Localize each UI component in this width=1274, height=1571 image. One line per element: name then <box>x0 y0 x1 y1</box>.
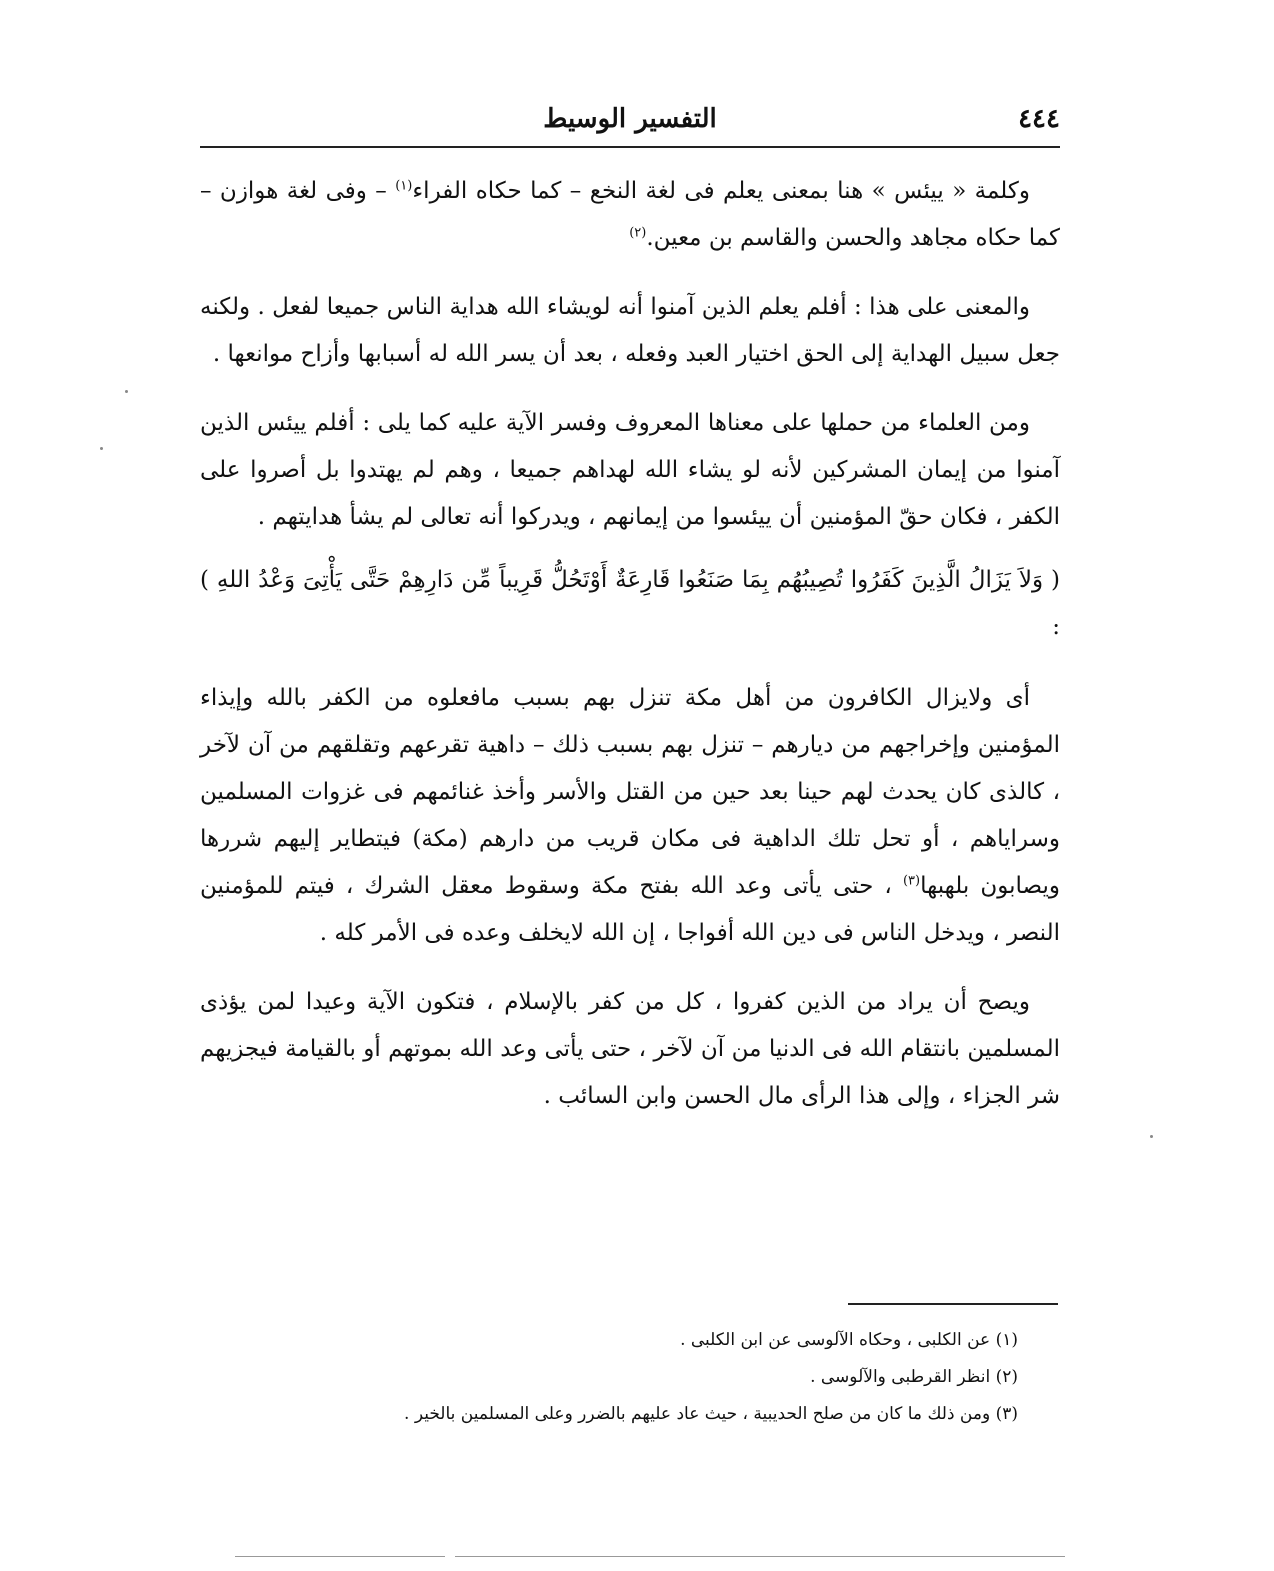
footnote-ref-3: (٣) <box>902 873 921 889</box>
scan-line-bottom-right <box>455 1556 1065 1557</box>
paragraph-1-text-cont: – وفى لغة هوازن – كما حكاه مجاهد والحسن والقاسم بن معين. <box>200 178 1060 251</box>
footnote-divider <box>848 1303 1058 1305</box>
paragraph-3: ومن العلماء من حملها على معناها المعروف وفسر الآية عليه كما يلى : أفلم ييئس الذين آمنوا من إيمان المشركين لأنه لو يشاء الله لهداهم جميعا ، وهم لم يهتدوا بل أصروا على الكفر ، فكان حقّ المؤمنين أن ييئسوا من إيمانهم ، ويدركوا أنه تعالى لم يشأ هدايتهم . <box>200 410 1060 530</box>
page-header <box>200 100 1060 148</box>
footnote-ref-1: (١) <box>395 178 413 194</box>
paragraph-1 <box>200 168 1060 262</box>
footnote-1: (١) عن الكلبى ، وحكاه الآلوسى عن ابن الكلبى . <box>680 1330 1018 1350</box>
scan-line-bottom-left <box>235 1556 445 1557</box>
paragraph-2: والمعنى على هذا : أفلم يعلم الذين آمنوا أنه لويشاء الله هداية الناس جميعا لفعل . ولكنه جعل سبيل الهداية إلى الحق اختيار العبد وفعله ، بعد أن يسر الله له أسبابها وأزاح موانعها . <box>200 294 1060 367</box>
footnote-ref-2: (٢) <box>629 225 647 241</box>
scan-speck <box>125 390 128 393</box>
paragraph-4-text: أى ولايزال الكافرون من أهل مكة تنزل بهم بسبب مافعلوه من الكفر بالله وإيذاء المؤمنين وإخراجهم من ديارهم – تنزل بهم بسبب ذلك – داهية تقرعهم وتقلقهم من آن لآخر ، كالذى كان يحدث لهم حينا بعد حين من القتل والأسر وأخذ غنائمهم فى غزوات المسلمين وسراياهم ، أو تحل تلك الداهية فى مكان قريب من دارهم (مكة) فيتطاير إليهم شررها ويصابون بلهبها <box>200 685 1060 899</box>
running-title: التفسير الوسيط <box>543 104 717 134</box>
scan-speck <box>100 447 103 450</box>
footnote-3: (٣) ومن ذلك ما كان من صلح الحديبية ، حيث عاد عليهم بالضرر وعلى المسلمين بالخير . <box>404 1404 1018 1424</box>
scan-speck <box>1150 1135 1153 1138</box>
paragraph-4 <box>200 675 1060 957</box>
page-number: ٤٤٤ <box>1018 104 1060 134</box>
paragraph-4-text-cont: ، حتى يأتى وعد الله بفتح مكة وسقوط معقل الشرك ، فيتم للمؤمنين النصر ، ويدخل الناس فى دين الله أفواجا ، إن الله لايخلف وعده فى الأمر كله . <box>200 873 1060 946</box>
footnotes <box>200 1322 1018 1433</box>
body-text <box>200 168 1060 1136</box>
quran-verse: ( وَلاَ يَزَالُ الَّذِينَ كَفَرُوا تُصِيبُهُم بِمَا صَنَعُوا قَارِعَةٌ أَوْتَحُلُّ قَرِيباً مِّن دَارِهِمْ حَتَّى يَأْتِىَ وَعْدُ اللهِ ) : <box>200 567 1060 640</box>
paragraph-5: ويصح أن يراد من الذين كفروا ، كل من كفر بالإسلام ، فتكون الآية وعيدا لمن يؤذى المسلمين بانتقام الله فى الدنيا من آن لآخر ، حتى يأتى وعد الله بموتهم أو بالقيامة فيجزيهم شر الجزاء ، وإلى هذا الرأى مال الحسن وابن السائب . <box>200 989 1060 1109</box>
paragraph-1-text: وكلمة « ييئس » هنا بمعنى يعلم فى لغة النخع – كما حكاه الفراء <box>412 178 1030 204</box>
footnote-2: (٢) انظر القرطبى والآلوسى . <box>810 1367 1018 1387</box>
